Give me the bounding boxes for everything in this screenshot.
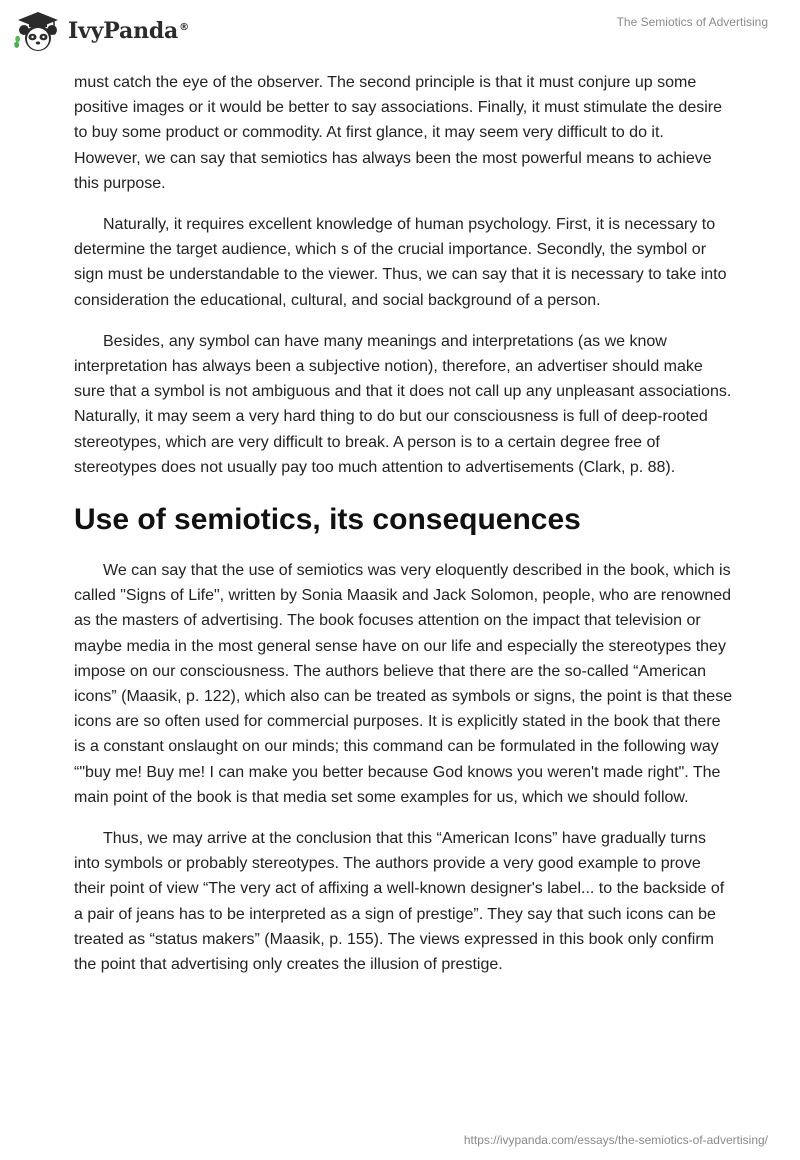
- section-heading: Use of semiotics, its consequences: [74, 503, 581, 537]
- brand-logo[interactable]: [14, 10, 189, 52]
- brand-name: IvyPanda®: [68, 18, 189, 44]
- essay-content: [74, 70, 734, 993]
- source-url[interactable]: https://ivypanda.com/essays/the-semiotics-of-advertising/: [463, 1133, 768, 1147]
- paragraph: Naturally, it requires excellent knowledge of human psychology. First, it is necessary to determine the target audience, which s of the crucial importance. Secondly, the symbol or sign must be understandable to the viewer. Thus, we can say that it is necessary to take into consideration the educational, cultural, and social background of a person.: [74, 216, 727, 309]
- panda-logo-icon: [14, 10, 62, 52]
- paragraph: Besides, any symbol can have many meanings and interpretations (as we know interpretation has always been a subjective notion), therefore, an advertiser should make sure that a symbol is not ambiguous and that it does not call up any unpleasant associations. Naturally, it may seem a very hard thing to do but our consciousness is full of deep-rooted stereotypes, which are very difficult to break. A person is to a certain degree free of stereotypes does not usually pay too much attention to advertisements (Clark, p. 88).: [74, 332, 732, 476]
- paragraph: We can say that the use of semiotics was very eloquently described in the book, which is called "Signs of Life", written by Sonia Maasik and Jack Solomon, people, who are renowned as the masters of advertising. The book focuses attention on the impact that television or maybe media in the most general sense have on our life and especially the stereotypes they impose on our consciousness. The authors believe that there are the so-called “American icons” (Maasik, p. 122), which also can be treated as symbols or signs, the point is that these icons are so often used for commercial purposes. It is explicitly stated in the book that there is a constant onslaught on our minds; this command can be formulated in the following way “"buy me! Buy me! I can make you better because God knows you weren't made right". The main point of the book is that media set some examples for us, which we should follow.: [74, 562, 733, 806]
- page-header: [0, 0, 800, 70]
- paragraph: Thus, we may arrive at the conclusion that this “American Icons” have gradually turns into symbols or probably stereotypes. The authors provide a very good example to prove their point of view “The very act of affixing a well-known designer's label... to the backside of a pair of jeans has to be interpreted as a sign of prestige”. They say that such icons can be treated as “status makers” (Maasik, p. 155). The views expressed in this book only confirm the point that advertising only creates the illusion of prestige.: [74, 830, 725, 974]
- paragraph: must catch the eye of the observer. The second principle is that it must conjure up some positive images or it would be better to say associations. Finally, it must stimulate the desire to buy some product or commodity. At first glance, it may seem very difficult to do it. However, we can say that semiotics has always been the most powerful means to achieve this purpose.: [74, 74, 722, 192]
- document-title: The Semiotics of Advertising: [616, 15, 768, 29]
